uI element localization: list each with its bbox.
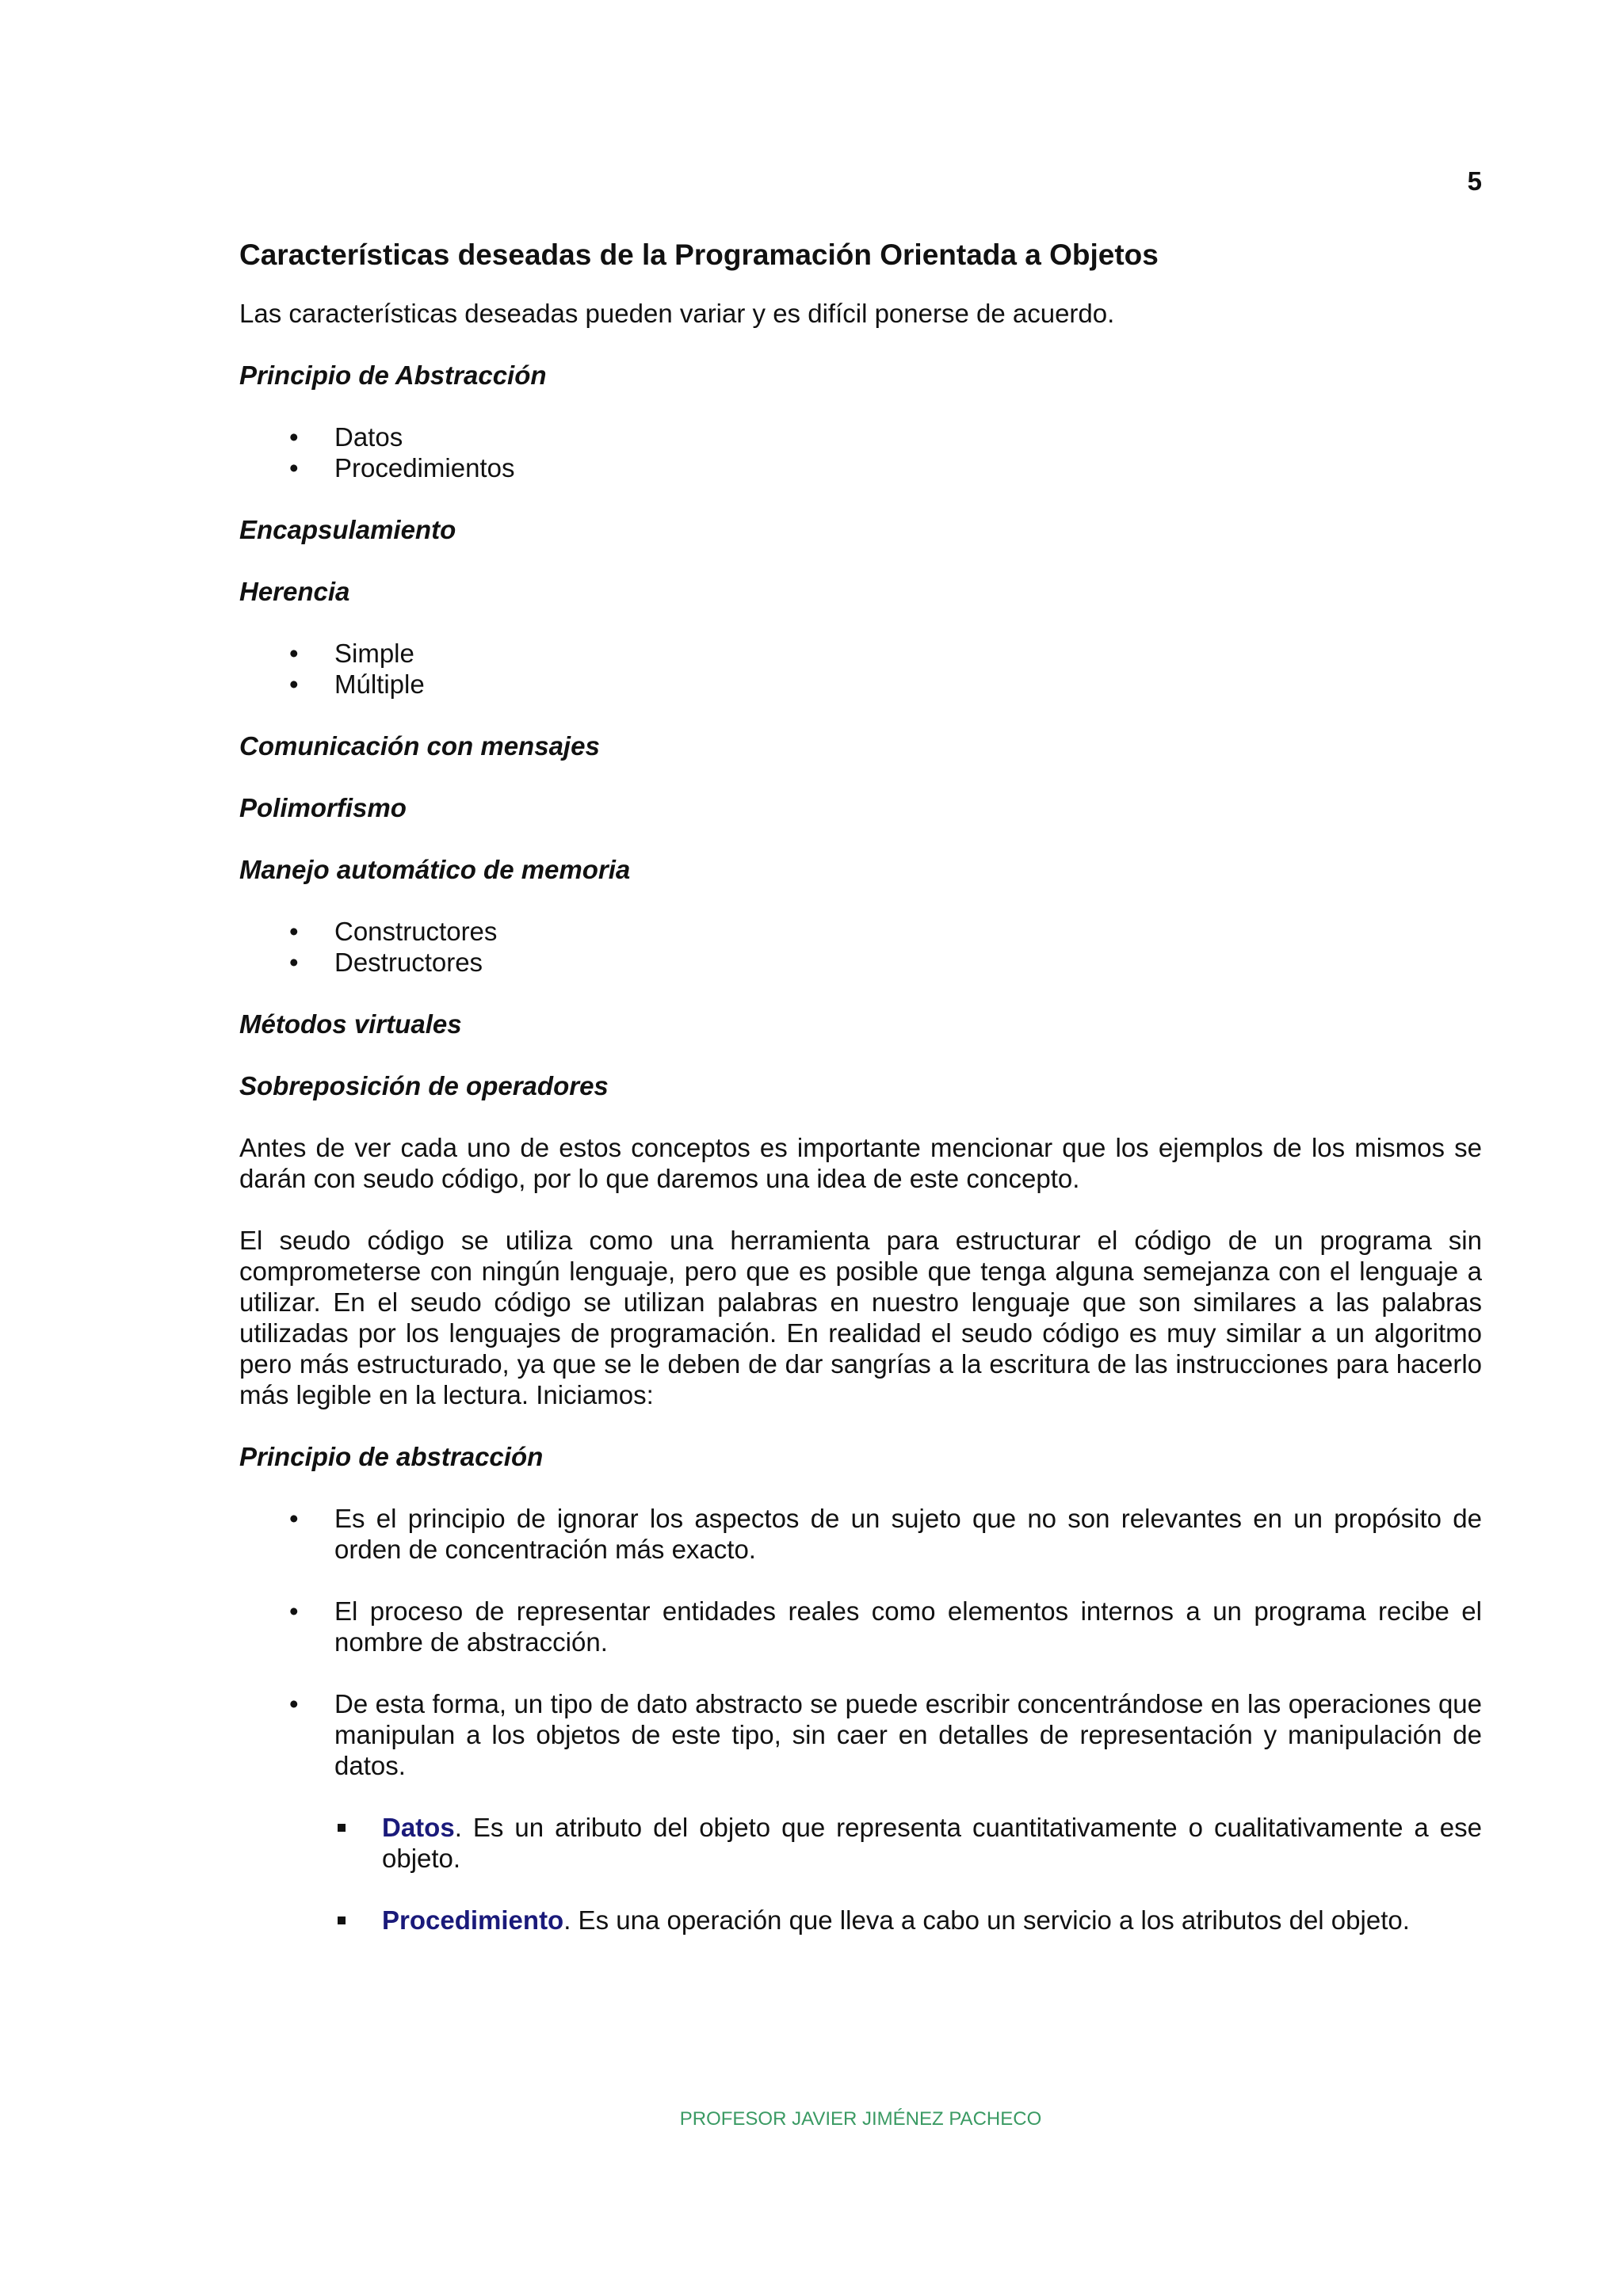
paragraph-seudo-codigo: El seudo código se utiliza como una herramienta para estructurar el código de un programa sin comprometerse con ningún lenguaje, pero que es posible que tenga alguna semejanza con el lenguaje a utilizar. En el seudo código se utilizan palabras en nuestro lenguaje que son similares a las palabras utilizadas por los lenguajes de programación. En realidad el seudo código es muy similar a un algoritmo pero más estructurado, ya que se le deben de dar sangrías a la escritura de las instrucciones para hacerlo más legible en la lectura. Iniciamos: — [239, 1226, 1482, 1409]
heading-sobreposicion: Sobreposición de operadores — [239, 1071, 609, 1100]
term-procedimiento: Procedimiento — [382, 1905, 564, 1935]
definition-text: . Es un atributo del objeto que representa cuantitativamente o cualitativamente a ese objeto. — [382, 1813, 1482, 1873]
list-abstraccion — [239, 421, 1482, 483]
heading-herencia: Herencia — [239, 577, 350, 606]
list-item: • Datos — [239, 421, 1482, 452]
page-number: 5 — [1467, 166, 1482, 196]
footer-author: PROFESOR JAVIER JIMÉNEZ PACHECO — [679, 2108, 1042, 2130]
heading-memoria: Manejo automático de memoria — [239, 855, 631, 884]
list-item: • El proceso de representar entidades reales como elementos internos a un programa recibe el nombre de abstracción. — [239, 1596, 1482, 1657]
heading-principio-abstraccion: Principio de abstracción — [239, 1442, 544, 1471]
intro-paragraph: Las características deseadas pueden variar y es difícil ponerse de acuerdo. — [239, 299, 1115, 328]
definition-item — [239, 1905, 1482, 1936]
list-item: • Múltiple — [239, 669, 1482, 700]
list-sub-definitions — [239, 1812, 1482, 1936]
list-herencia — [239, 638, 1482, 700]
heading-polimorfismo: Polimorfismo — [239, 793, 407, 822]
list-principio-abstraccion — [239, 1503, 1482, 1781]
list-item: • Constructores — [239, 916, 1482, 947]
heading-abstraccion: Principio de Abstracción — [239, 360, 547, 390]
list-item: • De esta forma, un tipo de dato abstracto se puede escribir concentrándose en las operaciones que manipulan a los objetos de este tipo, sin caer en detalles de representación y manipulación de datos. — [239, 1688, 1482, 1781]
list-item: • Es el principio de ignorar los aspectos de un sujeto que no son relevantes en un propósito de orden de concentración más exacto. — [239, 1503, 1482, 1565]
list-item: • Destructores — [239, 947, 1482, 978]
definition-item — [239, 1812, 1482, 1874]
heading-comunicacion: Comunicación con mensajes — [239, 731, 600, 761]
paragraph-antes: Antes de ver cada uno de estos conceptos es importante mencionar que los ejemplos de los mismos se darán con seudo código, por lo que daremos una idea de este concepto. — [239, 1133, 1482, 1193]
term-datos: Datos — [382, 1813, 455, 1842]
list-memoria — [239, 916, 1482, 978]
page-content — [239, 238, 1482, 1966]
list-item: • Simple — [239, 638, 1482, 669]
heading-metodos-virtuales: Métodos virtuales — [239, 1009, 462, 1039]
page-title: Características deseadas de la Programación Orientada a Objetos — [239, 238, 1159, 271]
heading-encapsulamiento: Encapsulamiento — [239, 515, 456, 544]
list-item: • Procedimientos — [239, 452, 1482, 483]
definition-text: . Es una operación que lleva a cabo un servicio a los atributos del objeto. — [563, 1905, 1410, 1935]
